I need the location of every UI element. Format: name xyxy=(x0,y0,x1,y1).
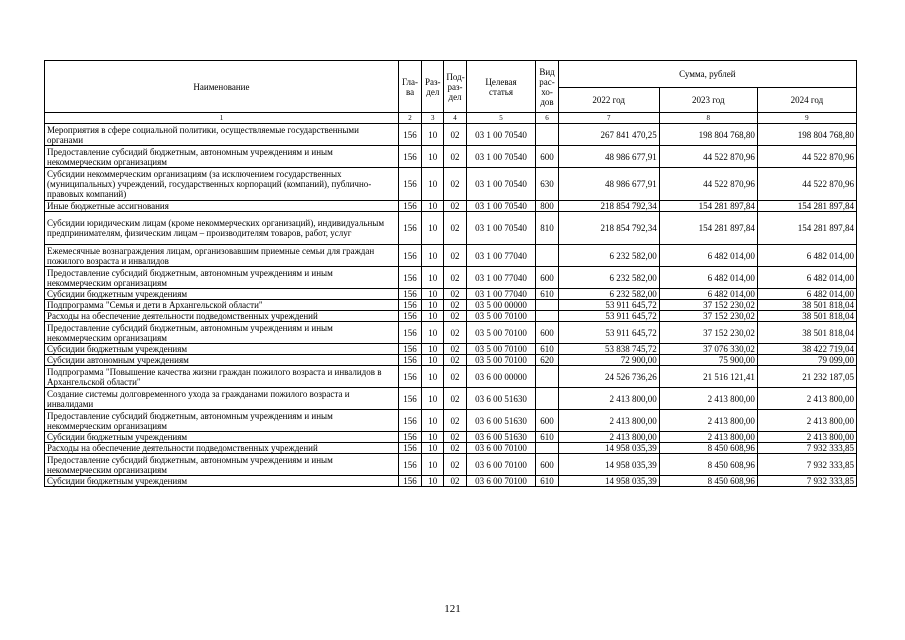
cell-pr: 02 xyxy=(444,388,466,410)
cell-gl: 156 xyxy=(398,443,421,454)
cell-y2022: 2 413 800,00 xyxy=(558,432,659,443)
cell-pr: 02 xyxy=(444,212,466,245)
cell-pr: 02 xyxy=(444,366,466,388)
cell-vr xyxy=(536,124,558,146)
cell-vr: 600 xyxy=(536,322,558,344)
cell-pr: 02 xyxy=(444,355,466,366)
cell-rz: 10 xyxy=(422,311,444,322)
cell-rz: 10 xyxy=(422,410,444,432)
cell-y2022: 48 986 677,91 xyxy=(558,146,659,168)
cell-rz: 10 xyxy=(422,454,444,476)
cell-y2023: 37 076 330,02 xyxy=(659,344,757,355)
cell-y2023: 37 152 230,02 xyxy=(659,322,757,344)
row-name-cell: Расходы на обеспечение деятельности подведомственных учреждений xyxy=(45,443,399,454)
cell-vr: 810 xyxy=(536,212,558,245)
cell-cs: 03 1 00 77040 xyxy=(466,245,536,267)
cell-y2023: 8 450 608,96 xyxy=(659,443,757,454)
cell-gl: 156 xyxy=(398,267,421,289)
cell-y2024: 79 099,00 xyxy=(757,355,856,366)
row-name-cell: Субсидии бюджетным учреждениям xyxy=(45,289,399,300)
row-name-cell: Субсидии бюджетным учреждениям xyxy=(45,476,399,487)
table-row xyxy=(45,245,857,267)
cell-y2022: 53 911 645,72 xyxy=(558,322,659,344)
cell-gl: 156 xyxy=(398,322,421,344)
cell-gl: 156 xyxy=(398,388,421,410)
table-row xyxy=(45,443,857,454)
cell-y2024: 2 413 800,00 xyxy=(757,388,856,410)
table-row xyxy=(45,212,857,245)
cell-y2024: 7 932 333,85 xyxy=(757,476,856,487)
row-name-cell: Предоставление субсидий бюджетным, автономным учреждениям и иным некоммерческим организациям xyxy=(45,454,399,476)
table-row xyxy=(45,454,857,476)
cell-vr: 610 xyxy=(536,344,558,355)
table-row xyxy=(45,355,857,366)
cell-gl: 156 xyxy=(398,410,421,432)
row-name-cell: Мероприятия в сфере социальной политики, осуществляемые государственными органами xyxy=(45,124,399,146)
cell-y2022: 218 854 792,34 xyxy=(558,201,659,212)
cell-y2023: 6 482 014,00 xyxy=(659,289,757,300)
table-row xyxy=(45,388,857,410)
cell-cs: 03 1 00 70540 xyxy=(466,168,536,201)
row-name-cell: Субсидии бюджетным учреждениям xyxy=(45,344,399,355)
row-name-cell: Расходы на обеспечение деятельности подведомственных учреждений xyxy=(45,311,399,322)
cell-vr: 620 xyxy=(536,355,558,366)
table-row xyxy=(45,168,857,201)
row-name-cell: Субсидии юридическим лицам (кроме некоммерческих организаций), индивидуальным предпринимателям, физическим лицам – производителям товаров, работ, услуг xyxy=(45,212,399,245)
cell-cs: 03 5 00 70100 xyxy=(466,355,536,366)
column-number: 9 xyxy=(757,113,856,124)
cell-y2022: 2 413 800,00 xyxy=(558,410,659,432)
table-row xyxy=(45,300,857,311)
cell-pr: 02 xyxy=(444,267,466,289)
cell-y2023: 2 413 800,00 xyxy=(659,388,757,410)
cell-gl: 156 xyxy=(398,344,421,355)
cell-rz: 10 xyxy=(422,366,444,388)
cell-cs: 03 1 00 70540 xyxy=(466,212,536,245)
cell-cs: 03 6 00 51630 xyxy=(466,388,536,410)
table-row xyxy=(45,146,857,168)
table-row xyxy=(45,410,857,432)
row-name-cell: Предоставление субсидий бюджетным, автономным учреждениям и иным некоммерческим организациям xyxy=(45,146,399,168)
page-number: 121 xyxy=(444,603,461,615)
cell-y2022: 14 958 035,39 xyxy=(558,454,659,476)
column-number: 2 xyxy=(398,113,421,124)
cell-y2024: 6 482 014,00 xyxy=(757,289,856,300)
cell-y2023: 198 804 768,80 xyxy=(659,124,757,146)
cell-cs: 03 1 00 70540 xyxy=(466,124,536,146)
cell-y2024: 38 501 818,04 xyxy=(757,322,856,344)
cell-y2024: 7 932 333,85 xyxy=(757,443,856,454)
header-year-2022: 2022 год xyxy=(558,88,659,113)
cell-vr xyxy=(536,366,558,388)
cell-pr: 02 xyxy=(444,168,466,201)
cell-vr xyxy=(536,311,558,322)
cell-pr: 02 xyxy=(444,443,466,454)
row-name-cell: Субсидии бюджетным учреждениям xyxy=(45,432,399,443)
cell-pr: 02 xyxy=(444,410,466,432)
cell-y2022: 267 841 470,25 xyxy=(558,124,659,146)
header-year-2024: 2024 год xyxy=(757,88,856,113)
cell-cs: 03 5 00 70100 xyxy=(466,311,536,322)
cell-gl: 156 xyxy=(398,245,421,267)
cell-y2023: 44 522 870,96 xyxy=(659,168,757,201)
cell-rz: 10 xyxy=(422,443,444,454)
cell-cs: 03 5 00 70100 xyxy=(466,344,536,355)
cell-y2023: 21 516 121,41 xyxy=(659,366,757,388)
cell-rz: 10 xyxy=(422,355,444,366)
cell-gl: 156 xyxy=(398,355,421,366)
table-row xyxy=(45,366,857,388)
cell-cs: 03 6 00 70100 xyxy=(466,454,536,476)
cell-pr: 02 xyxy=(444,289,466,300)
cell-gl: 156 xyxy=(398,124,421,146)
cell-gl: 156 xyxy=(398,168,421,201)
cell-cs: 03 6 00 51630 xyxy=(466,432,536,443)
cell-pr: 02 xyxy=(444,245,466,267)
cell-vr: 600 xyxy=(536,267,558,289)
cell-rz: 10 xyxy=(422,432,444,443)
cell-cs: 03 1 00 70540 xyxy=(466,146,536,168)
cell-y2024: 7 932 333,85 xyxy=(757,454,856,476)
cell-y2022: 53 911 645,72 xyxy=(558,311,659,322)
header-vid: Вид рас- хо- дов xyxy=(536,61,558,113)
cell-y2023: 44 522 870,96 xyxy=(659,146,757,168)
cell-rz: 10 xyxy=(422,146,444,168)
cell-y2023: 154 281 897,84 xyxy=(659,201,757,212)
cell-y2023: 154 281 897,84 xyxy=(659,212,757,245)
column-number: 7 xyxy=(558,113,659,124)
cell-rz: 10 xyxy=(422,388,444,410)
cell-rz: 10 xyxy=(422,124,444,146)
cell-y2023: 2 413 800,00 xyxy=(659,432,757,443)
cell-y2024: 6 482 014,00 xyxy=(757,245,856,267)
cell-gl: 156 xyxy=(398,432,421,443)
cell-y2023: 2 413 800,00 xyxy=(659,410,757,432)
table-row xyxy=(45,311,857,322)
cell-y2024: 2 413 800,00 xyxy=(757,410,856,432)
row-name-cell: Предоставление субсидий бюджетным, автономным учреждениям и иным некоммерческим организациям xyxy=(45,410,399,432)
cell-gl: 156 xyxy=(398,476,421,487)
cell-y2023: 37 152 230,02 xyxy=(659,311,757,322)
table-row xyxy=(45,267,857,289)
cell-y2024: 38 501 818,04 xyxy=(757,311,856,322)
cell-rz: 10 xyxy=(422,201,444,212)
cell-gl: 156 xyxy=(398,366,421,388)
cell-rz: 10 xyxy=(422,245,444,267)
cell-pr: 02 xyxy=(444,311,466,322)
cell-cs: 03 5 00 00000 xyxy=(466,300,536,311)
cell-pr: 02 xyxy=(444,300,466,311)
cell-vr: 800 xyxy=(536,201,558,212)
cell-pr: 02 xyxy=(444,201,466,212)
column-number: 5 xyxy=(466,113,536,124)
cell-vr xyxy=(536,443,558,454)
cell-vr: 610 xyxy=(536,289,558,300)
cell-y2022: 53 911 645,72 xyxy=(558,300,659,311)
cell-y2022: 14 958 035,39 xyxy=(558,476,659,487)
cell-y2023: 6 482 014,00 xyxy=(659,245,757,267)
cell-y2024: 154 281 897,84 xyxy=(757,212,856,245)
cell-pr: 02 xyxy=(444,476,466,487)
cell-vr: 610 xyxy=(536,432,558,443)
cell-rz: 10 xyxy=(422,289,444,300)
cell-pr: 02 xyxy=(444,454,466,476)
header-name: Наименование xyxy=(45,61,399,113)
cell-y2024: 6 482 014,00 xyxy=(757,267,856,289)
cell-cs: 03 1 00 77040 xyxy=(466,289,536,300)
cell-y2022: 48 986 677,91 xyxy=(558,168,659,201)
cell-y2022: 24 526 736,26 xyxy=(558,366,659,388)
cell-cs: 03 6 00 51630 xyxy=(466,410,536,432)
table-row xyxy=(45,289,857,300)
cell-y2024: 2 413 800,00 xyxy=(757,432,856,443)
row-name-cell: Подпрограмма "Семья и дети в Архангельской области" xyxy=(45,300,399,311)
column-number: 6 xyxy=(536,113,558,124)
header-sum: Сумма, рублей xyxy=(558,61,856,88)
cell-cs: 03 1 00 77040 xyxy=(466,267,536,289)
cell-vr: 600 xyxy=(536,410,558,432)
row-name-cell: Предоставление субсидий бюджетным, автономным учреждениям и иным некоммерческим организациям xyxy=(45,322,399,344)
header-glava: Гла- ва xyxy=(398,61,421,113)
header-podrazdel: Под- раз- дел xyxy=(444,61,466,113)
cell-y2022: 2 413 800,00 xyxy=(558,388,659,410)
column-number: 8 xyxy=(659,113,757,124)
column-number: 3 xyxy=(422,113,444,124)
cell-y2023: 8 450 608,96 xyxy=(659,476,757,487)
cell-vr: 600 xyxy=(536,146,558,168)
cell-y2022: 53 838 745,72 xyxy=(558,344,659,355)
cell-y2024: 198 804 768,80 xyxy=(757,124,856,146)
column-number-row xyxy=(45,113,857,124)
cell-y2022: 218 854 792,34 xyxy=(558,212,659,245)
cell-gl: 156 xyxy=(398,300,421,311)
table-row xyxy=(45,476,857,487)
cell-cs: 03 1 00 70540 xyxy=(466,201,536,212)
row-name-cell: Подпрограмма "Повышение качества жизни граждан пожилого возраста и инвалидов в Архангельской области" xyxy=(45,366,399,388)
table-row xyxy=(45,124,857,146)
column-number: 1 xyxy=(45,113,399,124)
cell-cs: 03 6 00 00000 xyxy=(466,366,536,388)
cell-rz: 10 xyxy=(422,300,444,311)
header-year-2023: 2023 год xyxy=(659,88,757,113)
cell-y2023: 75 900,00 xyxy=(659,355,757,366)
table-row xyxy=(45,344,857,355)
cell-y2024: 38 422 719,04 xyxy=(757,344,856,355)
cell-vr xyxy=(536,300,558,311)
table-row xyxy=(45,432,857,443)
cell-pr: 02 xyxy=(444,322,466,344)
row-name-cell: Создание системы долговременного ухода за гражданами пожилого возраста и инвалидами xyxy=(45,388,399,410)
cell-vr: 600 xyxy=(536,454,558,476)
cell-pr: 02 xyxy=(444,344,466,355)
cell-gl: 156 xyxy=(398,454,421,476)
row-name-cell: Ежемесячные вознаграждения лицам, организовавшим приемные семьи для граждан пожилого возраста и инвалидов xyxy=(45,245,399,267)
cell-gl: 156 xyxy=(398,201,421,212)
cell-rz: 10 xyxy=(422,267,444,289)
column-number: 4 xyxy=(444,113,466,124)
header-target: Целевая статья xyxy=(466,61,536,113)
cell-gl: 156 xyxy=(398,212,421,245)
cell-pr: 02 xyxy=(444,432,466,443)
cell-rz: 10 xyxy=(422,168,444,201)
cell-cs: 03 6 00 70100 xyxy=(466,476,536,487)
row-name-cell: Иные бюджетные ассигнования xyxy=(45,201,399,212)
table-row xyxy=(45,322,857,344)
cell-gl: 156 xyxy=(398,311,421,322)
cell-rz: 10 xyxy=(422,344,444,355)
cell-cs: 03 5 00 70100 xyxy=(466,322,536,344)
cell-vr xyxy=(536,245,558,267)
cell-vr xyxy=(536,388,558,410)
cell-y2024: 21 232 187,05 xyxy=(757,366,856,388)
cell-y2023: 6 482 014,00 xyxy=(659,267,757,289)
header-razdel: Раз- дел xyxy=(422,61,444,113)
cell-gl: 156 xyxy=(398,146,421,168)
cell-cs: 03 6 00 70100 xyxy=(466,443,536,454)
cell-y2024: 44 522 870,96 xyxy=(757,146,856,168)
row-name-cell: Субсидии некоммерческим организациям (за исключением государственных (муниципальных) учреждений, государственных корпораций (компаний), публично-правовых компаний) xyxy=(45,168,399,201)
cell-y2022: 14 958 035,39 xyxy=(558,443,659,454)
cell-vr: 630 xyxy=(536,168,558,201)
cell-pr: 02 xyxy=(444,124,466,146)
cell-y2022: 72 900,00 xyxy=(558,355,659,366)
budget-table xyxy=(44,60,857,487)
cell-y2022: 6 232 582,00 xyxy=(558,289,659,300)
cell-y2024: 38 501 818,04 xyxy=(757,300,856,311)
table-row xyxy=(45,201,857,212)
cell-y2022: 6 232 582,00 xyxy=(558,267,659,289)
cell-vr: 610 xyxy=(536,476,558,487)
row-name-cell: Предоставление субсидий бюджетным, автономным учреждениям и иным некоммерческим организациям xyxy=(45,267,399,289)
cell-y2023: 37 152 230,02 xyxy=(659,300,757,311)
cell-rz: 10 xyxy=(422,476,444,487)
cell-pr: 02 xyxy=(444,146,466,168)
cell-rz: 10 xyxy=(422,322,444,344)
cell-y2023: 8 450 608,96 xyxy=(659,454,757,476)
row-name-cell: Субсидии автономным учреждениям xyxy=(45,355,399,366)
cell-y2024: 154 281 897,84 xyxy=(757,201,856,212)
cell-y2024: 44 522 870,96 xyxy=(757,168,856,201)
cell-gl: 156 xyxy=(398,289,421,300)
cell-rz: 10 xyxy=(422,212,444,245)
cell-y2022: 6 232 582,00 xyxy=(558,245,659,267)
